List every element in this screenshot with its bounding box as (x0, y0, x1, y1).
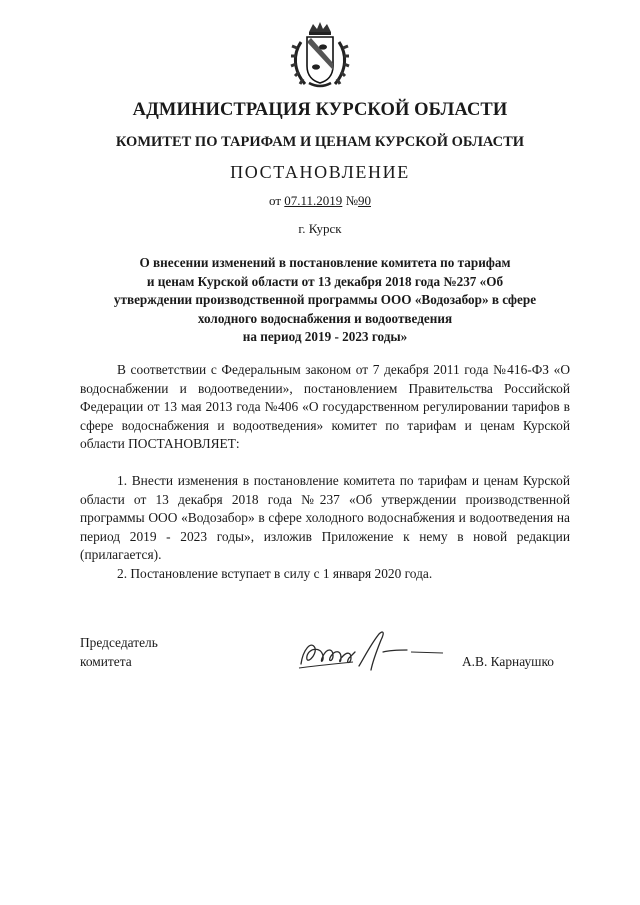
item-2-block (80, 565, 570, 584)
document-date-number (0, 193, 640, 209)
number-prefix: № (342, 193, 358, 208)
signatory-name: А.В. Карнаушко (462, 654, 554, 669)
document-number: 90 (357, 193, 371, 208)
signatory-position (80, 634, 158, 671)
kursk-coat-of-arms-icon (287, 20, 353, 92)
document-date: 07.11.2019 (284, 193, 343, 208)
item-1-block (80, 472, 570, 565)
date-prefix: от (269, 193, 285, 208)
preamble-block (80, 361, 570, 454)
subject-line: О внесении изменений в постановление комитета по тарифам (139, 255, 511, 270)
position-line-2: комитета (80, 653, 132, 669)
subject-line: на период 2019 - 2023 годы» (242, 329, 408, 345)
item-1-paragraph: 1. Внести изменения в постановление комитета по тарифам и ценам Курской области от 13 декабря 2018 года №237 «Об утверждении производственной программы ООО «Водозабор» в сфере холодного водоснабжения и водоотведения на период 2019 - 2023 годы», изложив Приложение к нему в новой редакции (прилагается). (80, 473, 570, 563)
subject-line: утверждении производственной программы ООО «Водозабор» в сфере (113, 292, 537, 308)
committee-title: КОМИТЕТ ПО ТАРИФАМ И ЦЕНАМ КУРСКОЙ ОБЛАСТИ (115, 134, 525, 150)
document-subject (80, 254, 570, 347)
subject-line: и ценам Курской области от 13 декабря 2018 года №237 «Об (146, 273, 504, 289)
subject-line: холодного водоснабжения и водоотведения (197, 310, 453, 326)
position-line-1: Председатель (80, 635, 158, 650)
city: г. Курск (298, 221, 342, 236)
preamble-paragraph: В соответствии с Федеральным законом от 7 декабря 2011 года №416-ФЗ «О водоснабжении и водоотведении», постановлением Правительства Российской Федерации от 13 мая 2013 года №406 «О государственном регулировании тарифов в сфере водоснабжения и водоотведения» комитет по тарифам и ценам Курской области ПОСТАНОВЛЯЕТ: (80, 362, 570, 452)
document-type: ПОСТАНОВЛЕНИЕ (230, 162, 410, 182)
handwritten-signature-icon (293, 626, 453, 678)
item-2-paragraph: 2. Постановление вступает в силу с 1 января 2020 года. (117, 566, 433, 581)
organization-title: АДМИНИСТРАЦИЯ КУРСКОЙ ОБЛАСТИ (132, 100, 508, 120)
